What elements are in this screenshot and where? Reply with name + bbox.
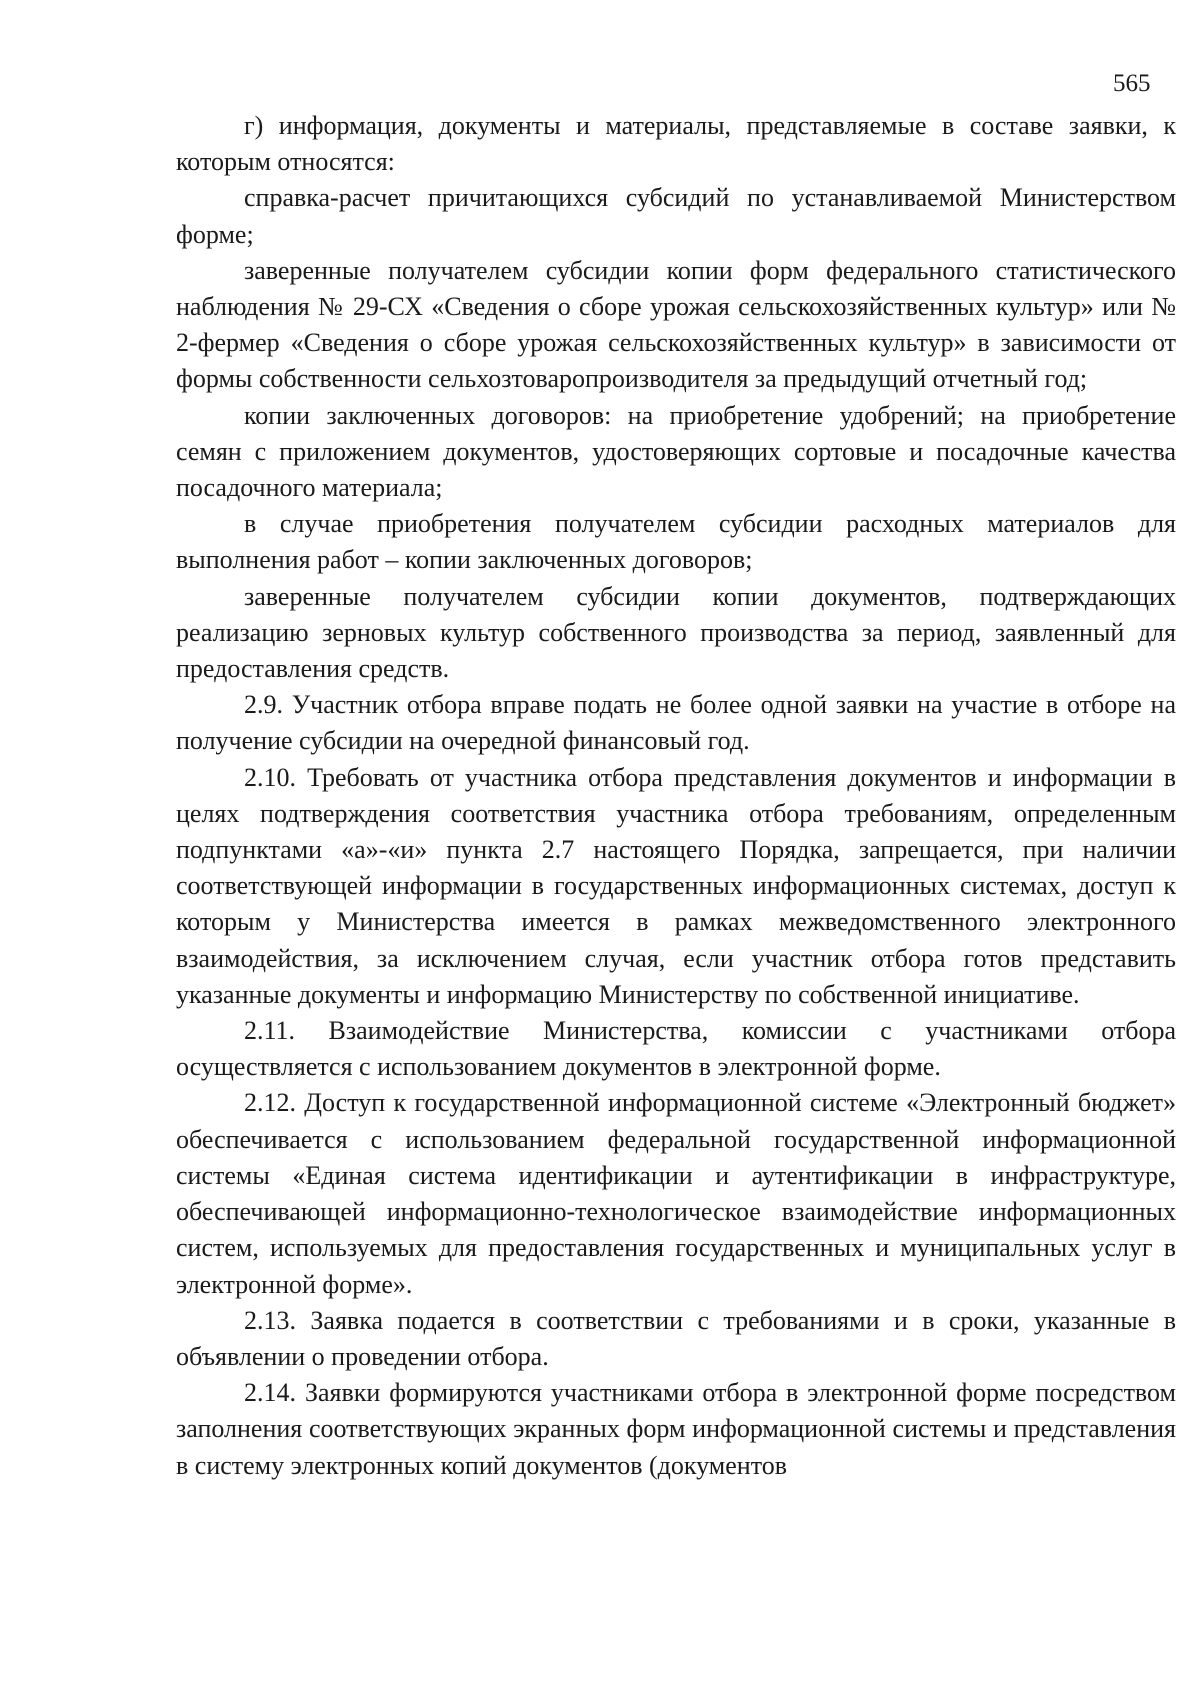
paragraph-statistical-forms: заверенные получателем субсидии копии форм федерального статистического наблюдения № 29-СХ «Сведения о сборе урожая сельскохозяйственных культур» или № 2-фермер «Сведения о сборе урожая сельскохозяйственных культур» в зависимости от формы собственности сельхозтоваропроизводителя за предыдущий отчетный год; [176, 255, 1176, 394]
paragraph-contract-copies: копии заключенных договоров: на приобретение удобрений; на приобретение семян с приложением документов, удостоверяющих сортовые и посадочные качества посадочного материала; [176, 400, 1176, 503]
paragraph-item-d-documents: г) информация, документы и материалы, представляемые в составе заявки, к которым относятся: [176, 111, 1176, 177]
paragraph-clause-2-12: 2.12. Доступ к государственной информационной системе «Электронный бюджет» обеспечивается с использованием федеральной государственной информационной системы «Единая система идентификации и аутентификации в инфраструктуре, обеспечивающей информационно-технологическое взаимодействие информационных систем, используемых для предоставления государственных и муниципальных услуг в электронной форме». [176, 1088, 1176, 1299]
page-number: 565 [1113, 70, 1151, 97]
paragraph-clause-2-10: 2.10. Требовать от участника отбора представления документов и информации в целях подтверждения соответствия участника отбора требованиям, определенным подпунктами «а»-«и» пункта 2.7 настоящего Порядка, запрещается, при наличии соответствующей информации в государственных информационных системах, доступ к которым у Министерства имеется в рамках межведомственного электронного взаимодействия, за исключением случая, если участник отбора готов представить указанные документы и информацию Министерству по собственной инициативе. [176, 762, 1176, 1009]
paragraph-subsidy-calculation: справка-расчет причитающихся субсидий по устанавливаемой Министерством форме; [176, 183, 1176, 249]
paragraph-clause-2-9: 2.9. Участник отбора вправе подать не более одной заявки на участие в отборе на получение субсидии на очередной финансовый год. [176, 690, 1176, 756]
paragraph-clause-2-14: 2.14. Заявки формируются участниками отбора в электронной форме посредством заполнения соответствующих экранных форм информационной системы и представления в систему электронных копий документов (документов [176, 1378, 1176, 1480]
document-body [176, 108, 1176, 1484]
paragraph-clause-2-13: 2.13. Заявка подается в соответствии с требованиями и в сроки, указанные в объявлении о проведении отбора. [176, 1305, 1176, 1371]
paragraph-consumables-contracts: в случае приобретения получателем субсидии расходных материалов для выполнения работ – копии заключенных договоров; [176, 509, 1176, 575]
paragraph-clause-2-11: 2.11. Взаимодействие Министерства, комиссии с участниками отбора осуществляется с использованием документов в электронной форме. [176, 1016, 1176, 1082]
paragraph-sales-documents: заверенные получателем субсидии копии документов, подтверждающих реализацию зерновых культур собственного производства за период, заявленный для предоставления средств. [176, 581, 1176, 684]
